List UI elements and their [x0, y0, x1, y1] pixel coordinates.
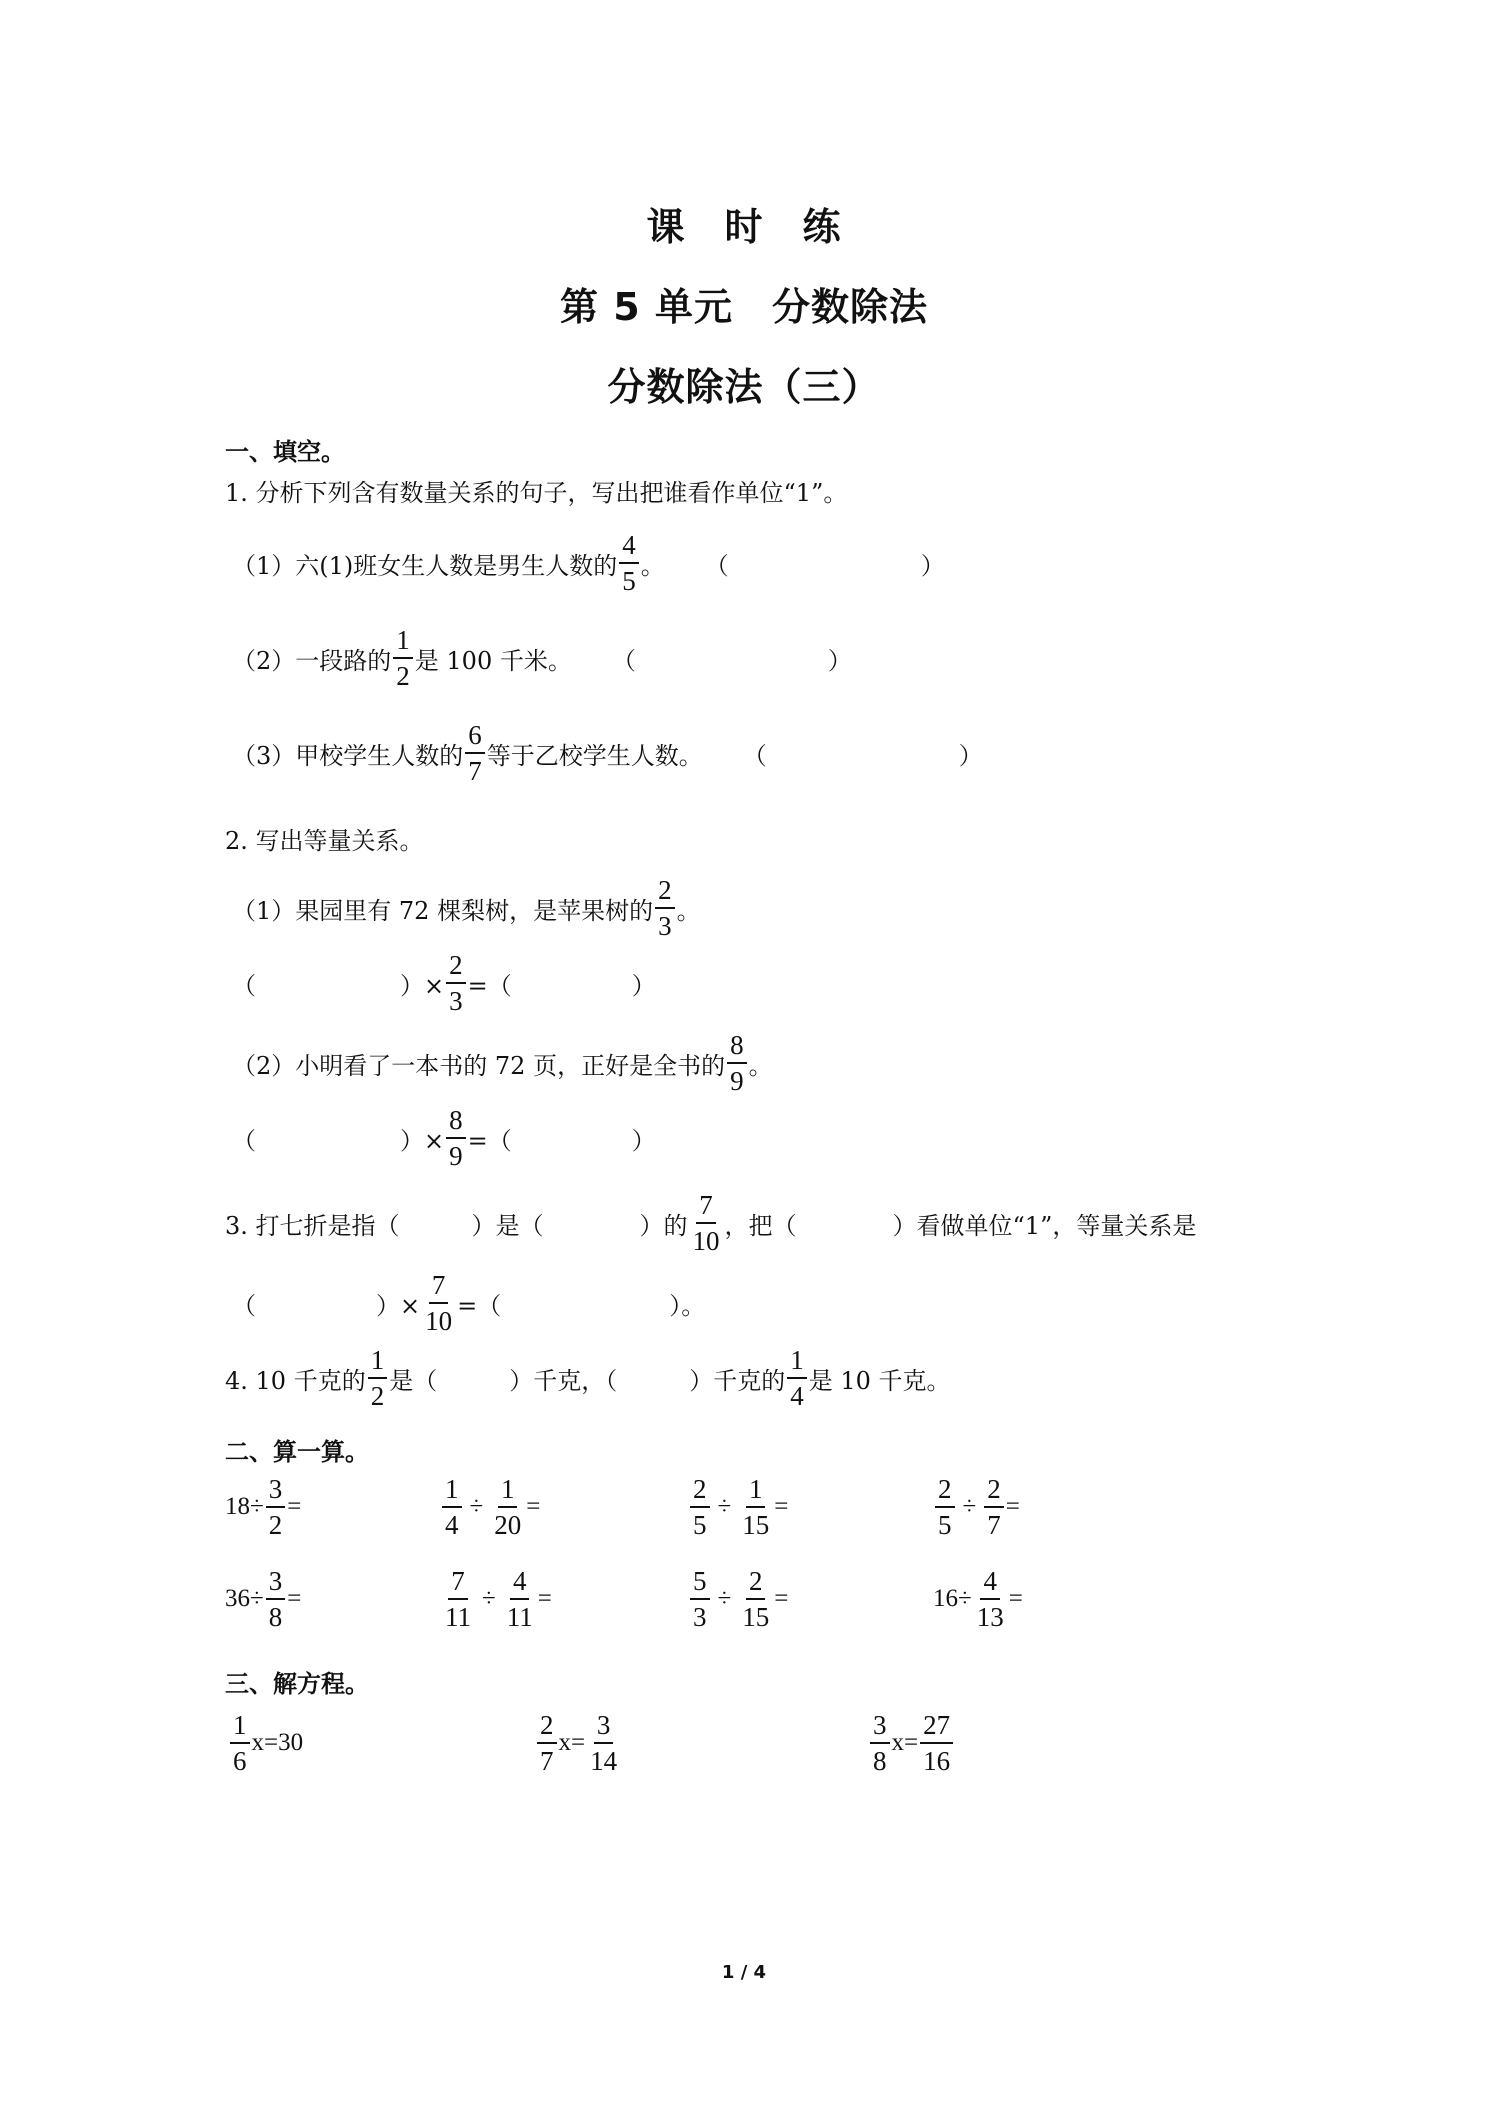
answer-blank[interactable]: （ ）× [232, 971, 445, 1000]
q1-item-text: （2）一段路的 [232, 646, 392, 675]
denominator: 4 [790, 1381, 804, 1411]
denominator: 7 [540, 1746, 554, 1776]
equation-text: x=30 [251, 1729, 304, 1756]
answer-blank[interactable]: （ ） [742, 741, 983, 770]
denominator: 10 [425, 1306, 453, 1336]
numerator: 1 [442, 1474, 462, 1508]
fraction [690, 1190, 723, 1256]
denominator: 6 [233, 1746, 247, 1776]
equals-sign: = [1008, 1585, 1023, 1612]
fraction [984, 1474, 1004, 1540]
q1-item-text: 等于乙校学生人数。 [486, 741, 703, 770]
divide-operator: ÷ [962, 1493, 977, 1520]
q2-item-1 [232, 875, 701, 941]
q1-prompt: 1. 分析下列含有数量关系的句子，写出把谁看作单位“1”。 [225, 479, 848, 507]
numerator: 4 [619, 530, 639, 564]
equation-3 [868, 1710, 955, 1776]
section-calc-heading: 二、算一算。 [225, 1438, 369, 1466]
fraction [465, 720, 485, 786]
calc-problem [688, 1474, 788, 1540]
q3-line-2 [232, 1270, 705, 1336]
denominator: 10 [692, 1226, 720, 1256]
numerator: 7 [696, 1190, 716, 1224]
fraction [727, 1030, 747, 1096]
denominator: 13 [976, 1602, 1004, 1632]
numerator: 7 [448, 1566, 468, 1600]
equals-sign: = [774, 1585, 789, 1612]
unit-title: 第 5 单元 分数除法 [560, 285, 928, 329]
lesson-title: 分数除法（三） [607, 365, 881, 409]
answer-blank[interactable]: =（ ） [467, 1126, 656, 1155]
q2-prompt: 2. 写出等量关系。 [225, 827, 424, 855]
fraction [935, 1474, 955, 1540]
numerator: 1 [787, 1345, 807, 1379]
fraction [442, 1566, 474, 1632]
equals-sign: = [526, 1493, 541, 1520]
answer-blank[interactable]: =（ ） [467, 971, 656, 1000]
calc-problem [933, 1566, 1023, 1632]
denominator: 7 [468, 756, 482, 786]
denominator: 8 [873, 1746, 887, 1776]
section-fill-heading: 一、填空。 [225, 438, 345, 466]
denominator: 2 [370, 1381, 385, 1411]
fraction [537, 1710, 557, 1776]
numerator: 2 [690, 1474, 710, 1508]
page-number: 1 / 4 [721, 1962, 767, 1983]
numerator: 2 [655, 875, 675, 909]
numerator: 27 [920, 1710, 953, 1744]
q1-item-text: 。 [640, 551, 665, 580]
denominator: 16 [923, 1746, 951, 1776]
denominator: 9 [449, 1141, 463, 1171]
equation-1 [228, 1710, 303, 1776]
numerator: 4 [980, 1566, 1000, 1600]
divide-operator: ÷ [717, 1493, 732, 1520]
denominator: 11 [445, 1602, 471, 1632]
fraction [870, 1710, 890, 1776]
denominator: 5 [938, 1510, 952, 1540]
denominator: 4 [445, 1510, 459, 1540]
numerator: 3 [266, 1474, 286, 1508]
numerator: 6 [465, 720, 485, 754]
denominator: 15 [742, 1602, 770, 1632]
denominator: 11 [506, 1602, 533, 1632]
numerator: 2 [537, 1710, 557, 1744]
fraction [739, 1474, 772, 1540]
whole-number: 16÷ [933, 1585, 972, 1612]
fraction [920, 1710, 953, 1776]
denominator: 3 [658, 911, 672, 941]
denominator: 9 [730, 1066, 744, 1096]
numerator: 3 [870, 1710, 890, 1744]
fraction [442, 1474, 462, 1540]
divide-operator: ÷ [469, 1493, 484, 1520]
equals-sign: = [287, 1585, 302, 1612]
q1-item-text: （1）六(1)班女生人数是男生人数的 [232, 551, 618, 580]
numerator: 1 [393, 625, 413, 659]
q3-text: 3. 打七折是指（ ）是（ ）的 [225, 1211, 688, 1240]
calc-problem [688, 1566, 788, 1632]
fraction [446, 950, 466, 1016]
numerator: 5 [690, 1566, 710, 1600]
numerator: 2 [935, 1474, 955, 1508]
equals-sign: = [287, 1493, 302, 1520]
denominator: 15 [742, 1510, 770, 1540]
q3-line-1 [225, 1190, 1196, 1256]
divide-operator: ÷ [717, 1585, 732, 1612]
fraction [690, 1474, 710, 1540]
q2-item-text: 。 [676, 896, 701, 925]
fraction [787, 1345, 807, 1411]
q2-item-text: （2）小明看了一本书的 72 页，正好是全书的 [232, 1051, 726, 1080]
equals-sign: = [774, 1493, 789, 1520]
whole-number: 36÷ [225, 1585, 264, 1612]
worksheet-title: 课 时 练 [646, 205, 842, 249]
divide-operator: ÷ [482, 1585, 496, 1612]
calc-problem [933, 1474, 1020, 1540]
calc-problem [440, 1566, 552, 1632]
equation-2 [535, 1710, 622, 1776]
numerator: 8 [446, 1105, 466, 1139]
answer-blank[interactable]: （ ） [611, 646, 852, 675]
denominator: 5 [693, 1510, 707, 1540]
numerator: 2 [984, 1474, 1004, 1508]
q4-line [225, 1345, 951, 1411]
numerator: 2 [746, 1566, 766, 1600]
q1-item-text: 是 100 千米。 [414, 646, 572, 675]
q1-item-2 [232, 625, 852, 691]
q2-item-text: 。 [748, 1051, 773, 1080]
q1-item-1 [232, 530, 945, 596]
q4-text: 是 10 千克。 [808, 1366, 951, 1395]
numerator: 1 [230, 1710, 250, 1744]
answer-blank[interactable]: =（ ）。 [457, 1291, 706, 1320]
numerator: 1 [498, 1474, 518, 1508]
fraction [446, 1105, 466, 1171]
denominator: 3 [449, 986, 463, 1016]
answer-blank[interactable]: （ ） [704, 551, 945, 580]
q2-item-text: （1）果园里有 72 棵梨树，是苹果树的 [232, 896, 654, 925]
numerator: 4 [510, 1566, 530, 1600]
denominator: 7 [987, 1510, 1001, 1540]
fraction [739, 1566, 772, 1632]
calc-problem [440, 1474, 540, 1540]
fraction [491, 1474, 524, 1540]
q1-item-3 [232, 720, 983, 786]
q2-equation-1 [232, 950, 656, 1016]
q1-item-text: （3）甲校学生人数的 [232, 741, 464, 770]
numerator: 3 [594, 1710, 614, 1744]
numerator: 1 [368, 1345, 388, 1379]
q4-text: 4. 10 千克的 [225, 1366, 366, 1395]
fraction [266, 1474, 286, 1540]
equals-sign: = [537, 1585, 552, 1612]
denominator: 3 [693, 1602, 707, 1632]
q2-item-2 [232, 1030, 773, 1096]
denominator: 2 [396, 661, 410, 691]
fraction [619, 530, 639, 596]
denominator: 8 [268, 1602, 283, 1632]
fraction [393, 625, 413, 691]
fraction [690, 1566, 710, 1632]
fraction [974, 1566, 1007, 1632]
q4-text: 是（ ）千克，（ ）千克的 [389, 1366, 786, 1395]
denominator: 2 [268, 1510, 283, 1540]
fraction [422, 1270, 455, 1336]
fraction [266, 1566, 286, 1632]
calc-problem [225, 1474, 301, 1540]
calc-problem [225, 1566, 301, 1632]
fraction [587, 1710, 620, 1776]
q2-equation-2 [232, 1105, 656, 1171]
fraction [504, 1566, 536, 1632]
denominator: 14 [590, 1746, 618, 1776]
fraction [230, 1710, 250, 1776]
numerator: 8 [727, 1030, 747, 1064]
numerator: 7 [429, 1270, 449, 1304]
answer-blank[interactable]: （ ）× [232, 1291, 421, 1320]
section-equation-heading: 三、解方程。 [225, 1670, 369, 1698]
whole-number: 18÷ [225, 1493, 264, 1520]
numerator: 3 [266, 1566, 286, 1600]
denominator: 20 [494, 1510, 522, 1540]
equals-sign: = [1005, 1493, 1020, 1520]
numerator: 1 [746, 1474, 766, 1508]
denominator: 5 [622, 566, 636, 596]
answer-blank[interactable]: （ ）× [232, 1126, 445, 1155]
numerator: 2 [446, 950, 466, 984]
equation-text: x= [891, 1729, 919, 1756]
fraction [655, 875, 675, 941]
equation-text: x= [558, 1729, 586, 1756]
q3-text: ，把（ ）看做单位“1”，等量关系是 [724, 1211, 1197, 1240]
fraction [368, 1345, 388, 1411]
